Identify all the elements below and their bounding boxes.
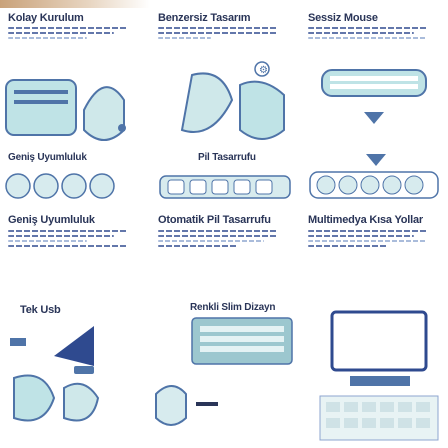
feature-title: Sessiz Mouse: [308, 12, 378, 24]
feature-card-renkli-slim: [150, 300, 300, 448]
feature-title: Geniş Uyumluluk: [8, 214, 95, 226]
usb-mouse-illustration: [4, 318, 146, 446]
mouse-keyboard-illustration: [152, 55, 298, 147]
slim-keyboard-mouse-illustration: [152, 314, 298, 448]
svg-text:⚙: ⚙: [259, 65, 268, 76]
feature-card-sessiz-mouse: [300, 0, 448, 150]
feature-title: Benzersiz Tasarım: [158, 12, 251, 24]
laptop-keyboard-illustration: [306, 300, 444, 446]
feature-description: [158, 27, 290, 42]
feature-title: Tek Usb: [20, 304, 61, 316]
feature-card-multimedya: [300, 150, 448, 300]
feature-card-benzersiz-tasarim: [150, 0, 300, 150]
feature-card-pil-tasarrufu: [150, 150, 300, 300]
round-keys-row-illustration: [304, 150, 444, 206]
feature-description: [8, 230, 140, 250]
feature-description: [158, 230, 290, 250]
feature-title: Multimedya Kısa Yollar: [308, 214, 424, 226]
keyboard-mouse-illustration: [4, 60, 144, 148]
feature-card-laptop: [300, 300, 448, 448]
feature-description: [8, 27, 140, 42]
feature-description: [308, 230, 440, 250]
feature-title: Renkli Slim Dizayn: [190, 302, 276, 313]
keyboard-illustration: [304, 60, 444, 148]
feature-card-genis-uyumluluk: [0, 150, 150, 300]
feature-description: [308, 27, 440, 42]
feature-card-kolay-kurulum: [0, 0, 150, 150]
feature-title: Kolay Kurulum: [8, 12, 84, 24]
round-keys-illustration: [2, 166, 148, 206]
keyboard-keys-illustration: [154, 166, 296, 206]
feature-card-tek-usb: [0, 300, 150, 448]
feature-title: Geniş Uyumluluk: [8, 152, 87, 163]
feature-title: Pil Tasarrufu: [198, 152, 256, 163]
feature-title: Otomatik Pil Tasarrufu: [158, 214, 271, 226]
promo-banner-strip: [0, 0, 150, 8]
